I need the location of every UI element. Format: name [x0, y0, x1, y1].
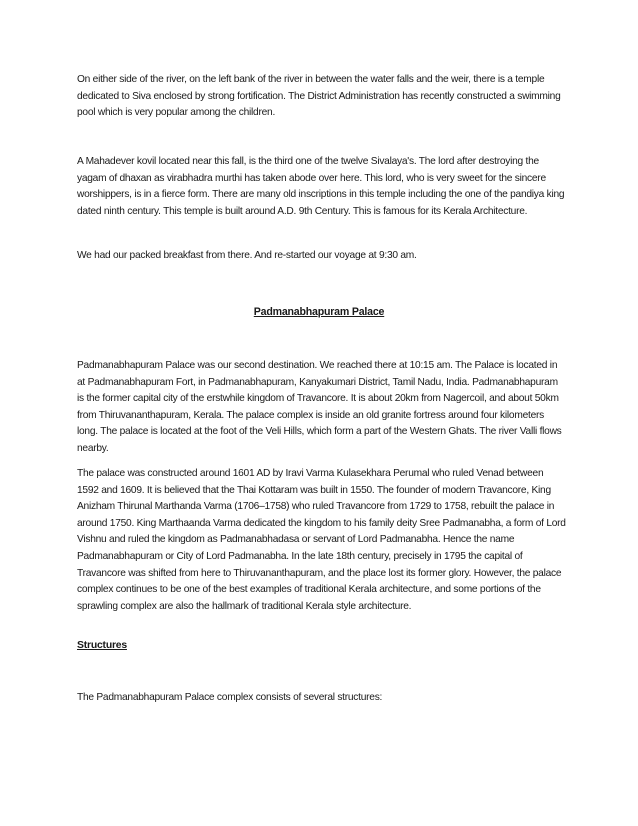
paragraph-mahadever-kovil: A Mahadever kovil located near this fall, is the third one of the twelve Sivalaya's. The lord after destroying the yagam of dhaxan as virabhadra murthi has taken abode over here. This lord, who is very sweet for the sincere worshippers, is in a fierce form. There are many old inscriptions in this temple including the one of the pandiya king dated ninth century. This temple is built around A.D. 9th Century. This is famous for its Kerala Architecture.	[77, 156, 565, 217]
paragraph-temple-fortification: On either side of the river, on the left bank of the river in between the water falls and the weir, there is a temple dedicated to Siva enclosed by strong fortification. The District Administration has recently constructed a swimming pool which is very popular among the children.	[77, 74, 561, 119]
heading-padmanabhapuram-palace: Padmanabhapuram Palace	[253, 306, 385, 318]
paragraph-breakfast: We had our packed breakfast from there. And re-started our voyage at 9:30 am.	[77, 250, 417, 261]
paragraph-palace-location: Padmanabhapuram Palace was our second destination. We reached there at 10:15 am. The Palace is located in at Padmanabhapuram Fort, in Padmanabhapuram, Kanyakumari District, Tamil Nadu, India. Padmanabhapuram is the former capital city of the erstwhile kingdom of Travancore. It is about 20km from Nagercoil, and about 50km from Thiruvananthapuram, Kerala. The palace complex is inside an old granite fortress around four kilometers long. The palace is located at the foot of the Veli Hills, which form a part of the Western Ghats. The river Valli flows nearby.	[77, 360, 562, 454]
paragraph-structures-intro: The Padmanabhapuram Palace complex consists of several structures:	[77, 692, 383, 703]
paragraph-palace-history: The palace was constructed around 1601 AD by Iravi Varma Kulasekhara Perumal who ruled Venad between 1592 and 1609. It is believed that the Thai Kottaram was built in 1550. The founder of modern Travancore, King Anizham Thirunal Marthanda Varma (1706–1758) who ruled Travancore from 1729 to 1758, rebuilt the palace in around 1750. King Marthaanda Varma dedicated the kingdom to his family deity Sree Padmanabha, a form of Lord Vishnu and ruled the kingdom as Padmanabhadasa or servant of Lord Padmanabha. Hence the name Padmanabhapuram or City of Lord Padmanabha. In the late 18th century, precisely in 1795 the capital of Travancore was shifted from here to Thiruvananthapuram, and the place lost its former glory. However, the palace complex continues to be one of the best examples of traditional Kerala architecture, and some portions of the sprawling complex are also the hallmark of traditional Kerala style architecture.	[77, 468, 566, 612]
heading-structures: Structures	[77, 640, 127, 651]
